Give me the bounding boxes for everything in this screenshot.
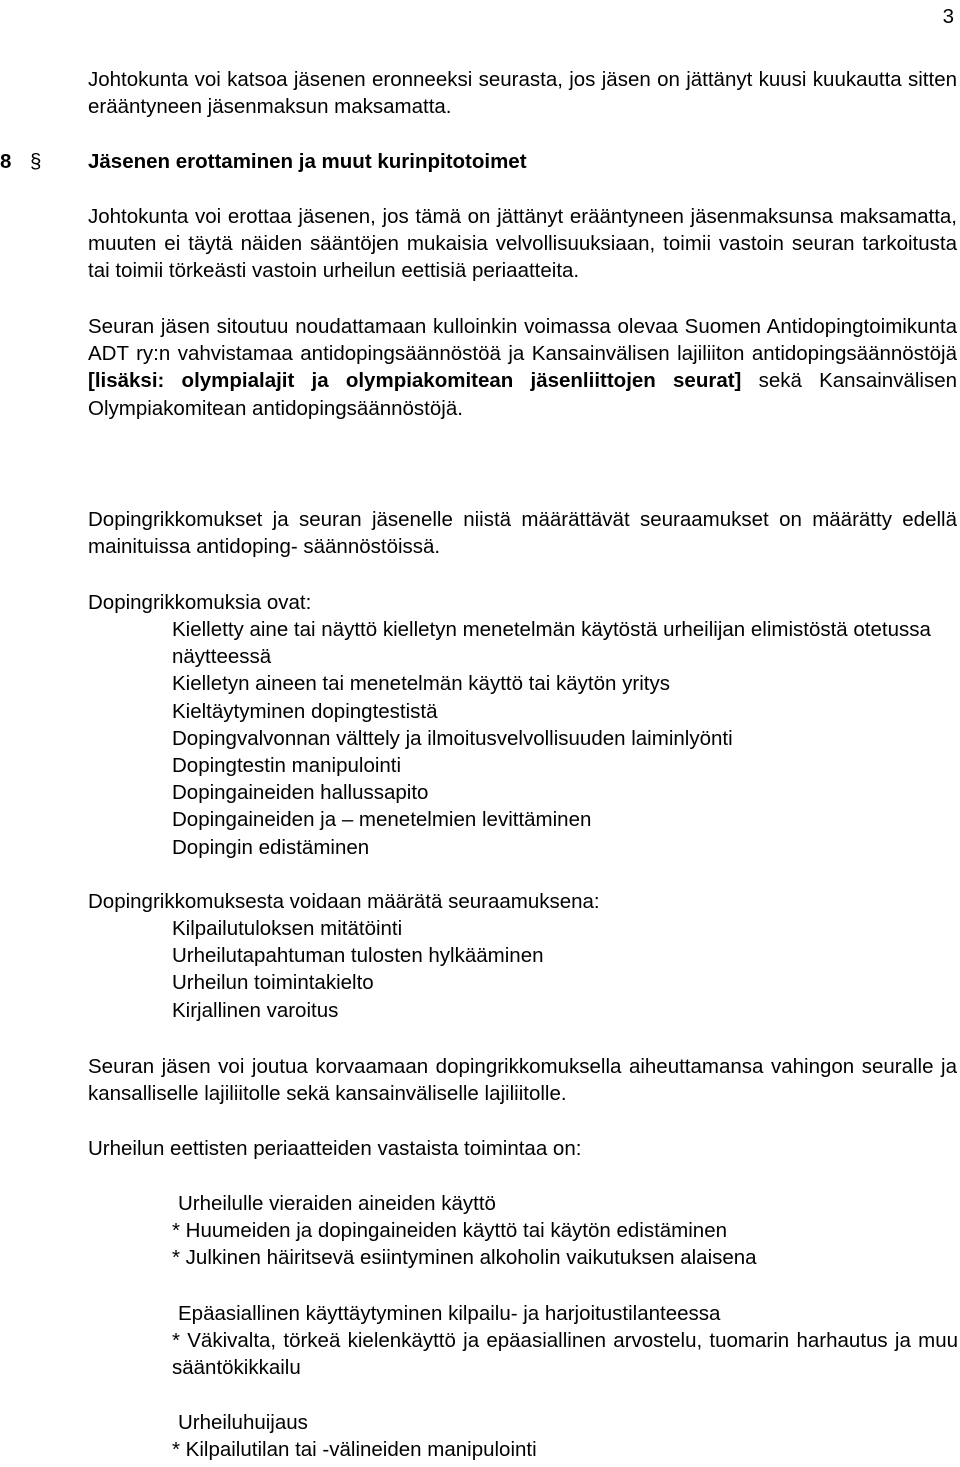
antidoping-bold-note: [lisäksi: olympialajit ja olympiakomitean jäsenliittojen seurat] xyxy=(88,369,742,393)
section-title: Jäsenen erottaminen ja muut kurinpitotoimet xyxy=(88,150,527,173)
list-item: Dopingtestin manipulointi xyxy=(172,754,402,778)
ethics-heading: Urheilun eettisten periaatteiden vastaista toimintaa on: xyxy=(88,1137,582,1160)
ethics-group-behaviour xyxy=(172,1300,958,1382)
ethics-group-item: * Väkivalta, törkeä kielenkäyttö ja epäasiallinen arvostelu, tuomarin harhautus ja muu sääntökikkailu xyxy=(172,1329,958,1380)
ethics-group-title: Urheiluhuijaus xyxy=(178,1411,308,1434)
ethics-group-title: Urheilulle vieraiden aineiden käyttö xyxy=(178,1192,496,1215)
ethics-group-substances xyxy=(172,1190,958,1272)
damages-paragraph: Seuran jäsen voi joutua korvaamaan dopingrikkomuksella aiheuttamansa vahingon seuralle ja kansalliselle lajiliitolle sekä kansainväliselle lajiliitolle. xyxy=(88,1055,957,1106)
antidoping-paragraph xyxy=(88,313,957,422)
antidoping-text-part1: Seuran jäsen sitoutuu noudattamaan kulloinkin voimassa olevaa Suomen Antidopingtoimikunta ADT ry:n vahvistamaa antidopingsäännöstöä ja Kansainvälisen lajiliiton antidopingsäännöstöjä xyxy=(88,315,957,366)
sanctions-heading: Dopingrikkomuksesta voidaan määrätä seuraamuksena: xyxy=(88,890,600,913)
list-item: Urheilutapahtuman tulosten hylkääminen xyxy=(172,944,544,968)
violations-heading: Dopingrikkomuksia ovat: xyxy=(88,591,312,614)
list-item: Urheilun toimintakielto xyxy=(172,971,374,995)
list-item: Dopingaineiden hallussapito xyxy=(172,781,429,805)
expulsion-paragraph: Johtokunta voi erottaa jäsenen, jos tämä on jättänyt erääntyneen jäsenmaksunsa maksamatta, muuten ei täytä näiden sääntöjen mukaisia velvollisuuksiaan, toimii vastoin seuran tarkoitusta tai toimii törkeästi vastoin urheilun eettisiä periaatteita. xyxy=(88,205,957,283)
list-item: Kilpailutuloksen mitätöinti xyxy=(172,917,403,940)
list-item: Dopingaineiden ja – menetelmien levittäminen xyxy=(172,808,592,832)
ethics-group-title: Epäasiallinen käyttäytyminen kilpailu- ja harjoitustilanteessa xyxy=(178,1302,721,1325)
section-heading xyxy=(0,148,960,176)
antidoping-text-part2: sekä Kansainvälisen Olympiakomitean antidopingsäännöstöjä. xyxy=(88,369,958,420)
section-number: 8 xyxy=(0,150,12,173)
list-item: Kielletyn aineen tai menetelmän käyttö tai käytön yritys xyxy=(172,672,670,696)
section-symbol: § xyxy=(30,150,42,173)
ethics-group-item: * Kilpailutilan tai -välineiden manipulointi xyxy=(172,1438,537,1462)
list-item: Dopingvalvonnan välttely ja ilmoitusvelvollisuuden laiminlyönti xyxy=(172,726,733,750)
intro-paragraph: Johtokunta voi katsoa jäsenen eronneeksi seurasta, jos jäsen on jättänyt kuusi kuukautta sitten erääntyneen jäsenmaksun maksamatta. xyxy=(88,68,957,119)
sanctions-list xyxy=(172,915,957,1024)
list-item: Kieltäytyminen dopingtestistä xyxy=(172,699,438,723)
list-item: Kirjallinen varoitus xyxy=(172,998,339,1022)
violations-list xyxy=(172,616,957,861)
page-number: 3 xyxy=(942,5,954,28)
list-item: Kielletty aine tai näyttö kielletyn menetelmän käytöstä urheilijan elimistöstä otetussa näytteessä xyxy=(172,618,931,669)
violations-definition: Dopingrikkomukset ja seuran jäsenelle niistä määrättävät seuraamukset on määrätty edellä mainituissa antidoping- säännöstöissä. xyxy=(88,508,957,559)
ethics-group-item: * Julkinen häiritsevä esiintyminen alkoholin vaikutuksen alaisena xyxy=(172,1246,757,1270)
ethics-group-item: * Huumeiden ja dopingaineiden käyttö tai käytön edistäminen xyxy=(172,1219,728,1243)
list-item: Dopingin edistäminen xyxy=(172,835,370,859)
ethics-group-fraud xyxy=(172,1409,958,1463)
